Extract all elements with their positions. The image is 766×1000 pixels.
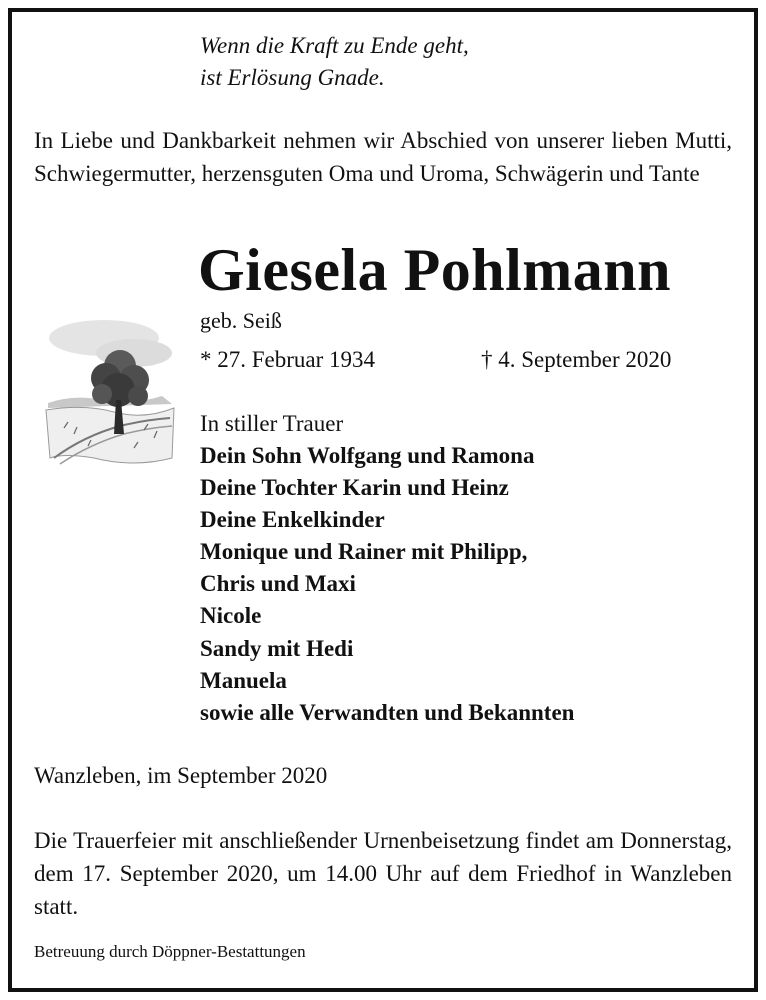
list-item: Dein Sohn Wolfgang und Ramona <box>200 443 535 468</box>
list-item: Manuela <box>200 667 287 693</box>
list-item: Deine Tochter Karin und Heinz <box>200 475 509 501</box>
birth-date: * 27. Februar 1934 <box>200 347 376 372</box>
motto-line-1: Wenn die Kraft zu Ende geht, <box>200 33 469 58</box>
list-item: Chris und Maxi <box>200 571 356 597</box>
list-item: Nicole <box>200 603 262 629</box>
motto <box>200 30 469 94</box>
deceased-name: Giesela Pohlmann <box>198 237 672 303</box>
funeral-home-credit: Betreuung durch Döppner-Bestattungen <box>34 942 306 961</box>
list-item: Monique und Rainer mit Philipp, <box>200 539 528 565</box>
mourners-list <box>200 440 574 729</box>
tree-landscape-icon <box>44 308 176 478</box>
birth-name: geb. Seiß <box>200 308 282 333</box>
service-info: Die Trauerfeier mit anschließender Urnenbeisetzung findet am Donnerstag, dem 17. September 2020, um 14.00 Uhr auf dem Friedhof in Wanzleben statt. <box>34 828 732 919</box>
list-item: sowie alle Verwandten und Bekannten <box>200 699 575 725</box>
death-date: † 4. September 2020 <box>481 347 672 372</box>
list-item: Sandy mit Hedi <box>200 635 354 661</box>
intro-text: In Liebe und Dankbarkeit nehmen wir Abschied von unserer lieben Mutti, Schwiegermutter, herzensguten Oma und Uroma, Schwägerin und Tante <box>34 128 732 186</box>
list-item: Deine Enkelkinder <box>200 507 385 533</box>
motto-line-2: ist Erlösung Gnade. <box>200 65 385 90</box>
place-date: Wanzleben, im September 2020 <box>34 763 328 788</box>
mourning-label: In stiller Trauer <box>200 411 344 436</box>
